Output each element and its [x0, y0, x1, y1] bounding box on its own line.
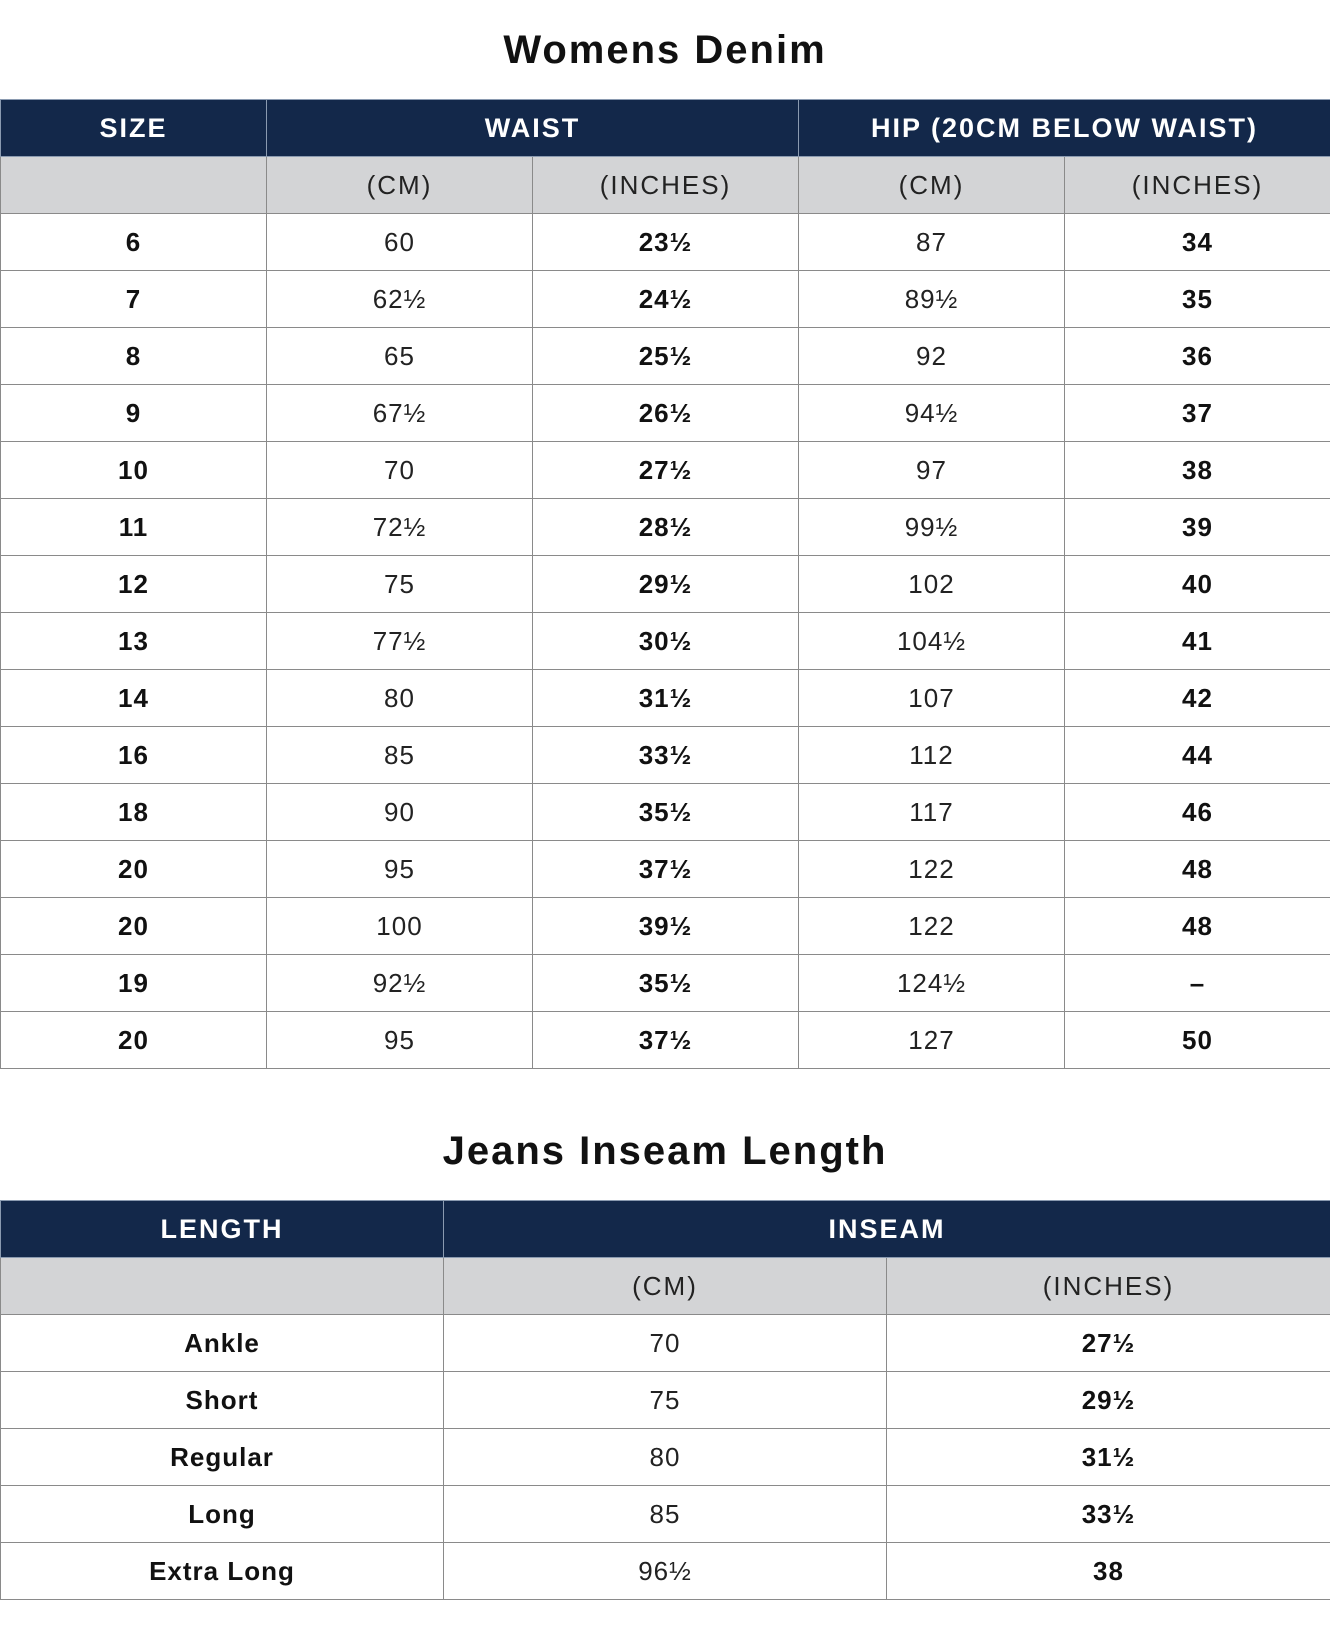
table-row: [1, 442, 1330, 499]
table-row: [1, 727, 1330, 784]
inseam-cm-cell: 80: [444, 1429, 887, 1486]
hip-inches-cell: 39: [1065, 499, 1330, 556]
hip-cm-cell: 99½: [799, 499, 1065, 556]
waist-cm-cell: 67½: [267, 385, 533, 442]
hip-inches-cell: 48: [1065, 841, 1330, 898]
waist-cm-cell: 75: [267, 556, 533, 613]
table-row: [1, 670, 1330, 727]
hip-inches-cell: 38: [1065, 442, 1330, 499]
waist-inches-cell: 28½: [533, 499, 799, 556]
hip-cm-cell: 87: [799, 214, 1065, 271]
length-cell: Short: [1, 1372, 444, 1429]
size-cell: 19: [1, 955, 267, 1012]
hip-cm-cell: 124½: [799, 955, 1065, 1012]
size-cell: 16: [1, 727, 267, 784]
waist-inches-cell: 37½: [533, 841, 799, 898]
inseam-inches-cell: 29½: [887, 1372, 1330, 1429]
size-cell: 11: [1, 499, 267, 556]
hip-inches-cell: 36: [1065, 328, 1330, 385]
table-row: [1, 613, 1330, 670]
length-cell: Ankle: [1, 1315, 444, 1372]
waist-inches-cell: 31½: [533, 670, 799, 727]
inseam-inches-cell: 31½: [887, 1429, 1330, 1486]
hip-cm-cell: 92: [799, 328, 1065, 385]
womens-denim-title: Womens Denim: [503, 28, 827, 72]
waist-inches-cell: 26½: [533, 385, 799, 442]
hip-cm-subheader: (CM): [799, 157, 1065, 214]
waist-cm-cell: 62½: [267, 271, 533, 328]
hip-inches-cell: 41: [1065, 613, 1330, 670]
table-row: [1, 214, 1330, 271]
waist-inches-cell: 25½: [533, 328, 799, 385]
denim-size-table: [0, 99, 1330, 1069]
table-row: [1, 1372, 1330, 1429]
size-cell: 20: [1, 898, 267, 955]
waist-inches-cell: 39½: [533, 898, 799, 955]
inseam-inches-cell: 33½: [887, 1486, 1330, 1543]
table-row: [1, 385, 1330, 442]
waist-inches-cell: 23½: [533, 214, 799, 271]
waist-inches-cell: 33½: [533, 727, 799, 784]
size-cell: 20: [1, 1012, 267, 1069]
inseam-inches-cell: 38: [887, 1543, 1330, 1600]
hip-inches-subheader: (INCHES): [1065, 157, 1330, 214]
hip-cm-cell: 104½: [799, 613, 1065, 670]
size-cell: 14: [1, 670, 267, 727]
table-row: [1, 1486, 1330, 1543]
size-subheader-empty: [1, 157, 267, 214]
inseam-header-row: [1, 1201, 1330, 1258]
hip-cm-cell: 94½: [799, 385, 1065, 442]
length-cell: Regular: [1, 1429, 444, 1486]
size-cell: 13: [1, 613, 267, 670]
length-cell: Extra Long: [1, 1543, 444, 1600]
table-row: [1, 955, 1330, 1012]
table-row: [1, 784, 1330, 841]
waist-cm-cell: 60: [267, 214, 533, 271]
waist-cm-cell: 95: [267, 1012, 533, 1069]
waist-cm-cell: 80: [267, 670, 533, 727]
waist-inches-cell: 24½: [533, 271, 799, 328]
size-cell: 7: [1, 271, 267, 328]
table-row: [1, 841, 1330, 898]
hip-inches-cell: 42: [1065, 670, 1330, 727]
inseam-inches-cell: 27½: [887, 1315, 1330, 1372]
table-row: [1, 1315, 1330, 1372]
hip-cm-cell: 102: [799, 556, 1065, 613]
hip-inches-cell: 34: [1065, 214, 1330, 271]
waist-cm-cell: 90: [267, 784, 533, 841]
waist-cm-cell: 100: [267, 898, 533, 955]
hip-cm-cell: 97: [799, 442, 1065, 499]
inseam-cm-cell: 85: [444, 1486, 887, 1543]
size-cell: 8: [1, 328, 267, 385]
table-row: [1, 271, 1330, 328]
hip-cm-cell: 122: [799, 841, 1065, 898]
length-header: LENGTH: [1, 1201, 444, 1258]
hip-cm-cell: 127: [799, 1012, 1065, 1069]
waist-cm-cell: 85: [267, 727, 533, 784]
hip-inches-cell: 50: [1065, 1012, 1330, 1069]
waist-cm-cell: 77½: [267, 613, 533, 670]
hip-cm-cell: 89½: [799, 271, 1065, 328]
table-row: [1, 328, 1330, 385]
size-cell: 20: [1, 841, 267, 898]
waist-cm-subheader: (CM): [267, 157, 533, 214]
hip-inches-cell: 48: [1065, 898, 1330, 955]
waist-cm-cell: 95: [267, 841, 533, 898]
waist-cm-cell: 92½: [267, 955, 533, 1012]
size-cell: 9: [1, 385, 267, 442]
waist-cm-cell: 70: [267, 442, 533, 499]
hip-cm-cell: 122: [799, 898, 1065, 955]
inseam-cm-cell: 70: [444, 1315, 887, 1372]
hip-cm-cell: 112: [799, 727, 1065, 784]
waist-cm-cell: 72½: [267, 499, 533, 556]
inseam-cm-cell: 96½: [444, 1543, 887, 1600]
denim-subheader-row: [1, 157, 1330, 214]
size-cell: 6: [1, 214, 267, 271]
hip-inches-cell: 44: [1065, 727, 1330, 784]
waist-inches-cell: 35½: [533, 955, 799, 1012]
table-row: [1, 556, 1330, 613]
waist-cm-cell: 65: [267, 328, 533, 385]
table-row: [1, 898, 1330, 955]
hip-inches-cell: 37: [1065, 385, 1330, 442]
inseam-cm-subheader: (CM): [444, 1258, 887, 1315]
table-row: [1, 1012, 1330, 1069]
hip-inches-cell: 35: [1065, 271, 1330, 328]
waist-inches-cell: 30½: [533, 613, 799, 670]
table-row: [1, 499, 1330, 556]
inseam-length-table: [0, 1200, 1330, 1600]
waist-inches-cell: 35½: [533, 784, 799, 841]
waist-inches-cell: 37½: [533, 1012, 799, 1069]
hip-inches-cell: –: [1065, 955, 1330, 1012]
size-cell: 10: [1, 442, 267, 499]
length-subheader-empty: [1, 1258, 444, 1315]
table-row: [1, 1543, 1330, 1600]
hip-cm-cell: 107: [799, 670, 1065, 727]
inseam-inches-subheader: (INCHES): [887, 1258, 1330, 1315]
denim-header-row: [1, 100, 1330, 157]
waist-header: WAIST: [267, 100, 799, 157]
waist-inches-subheader: (INCHES): [533, 157, 799, 214]
hip-cm-cell: 117: [799, 784, 1065, 841]
waist-inches-cell: 27½: [533, 442, 799, 499]
inseam-subheader-row: [1, 1258, 1330, 1315]
inseam-header: INSEAM: [444, 1201, 1330, 1258]
inseam-cm-cell: 75: [444, 1372, 887, 1429]
jeans-inseam-title: Jeans Inseam Length: [442, 1129, 888, 1173]
length-cell: Long: [1, 1486, 444, 1543]
table-row: [1, 1429, 1330, 1486]
hip-inches-cell: 46: [1065, 784, 1330, 841]
hip-header: HIP (20CM BELOW WAIST): [799, 100, 1330, 157]
hip-inches-cell: 40: [1065, 556, 1330, 613]
size-cell: 12: [1, 556, 267, 613]
waist-inches-cell: 29½: [533, 556, 799, 613]
size-cell: 18: [1, 784, 267, 841]
size-header: SIZE: [1, 100, 267, 157]
